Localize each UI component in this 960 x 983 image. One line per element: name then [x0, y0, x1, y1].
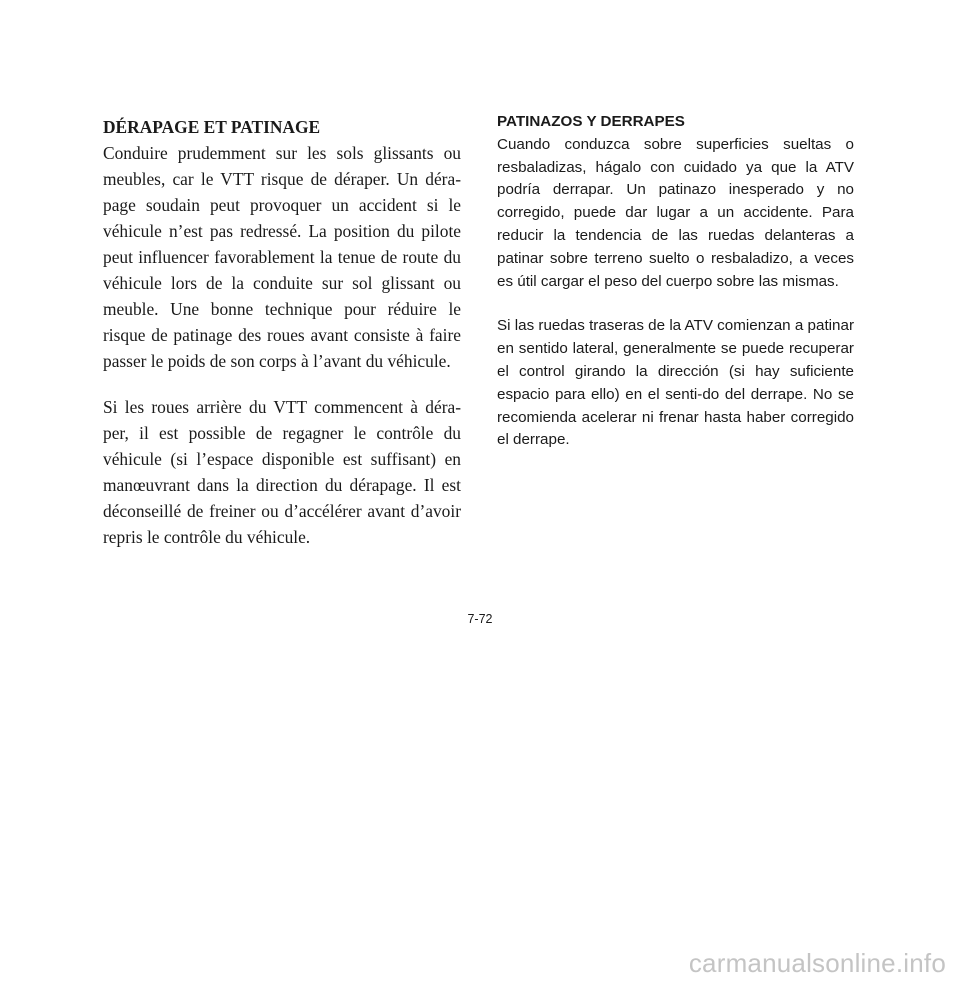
french-paragraph-2: Si les roues arrière du VTT commencent à déra-per, il est possible de regagner le contrôle du véhicule (si l’espace disponible est suffisant) en manœuvrant dans la direction du dérapage. Il est déconseillé de freiner ou d’accélérer avant d’avoir repris le contrôle du véhicule.: [103, 397, 461, 547]
spanish-paragraph-1: Cuando conduzca sobre superficies sueltas o resbaladizas, hágalo con cuidado ya que la ATV podría derrapar. Un patinazo inesperado y no corregido, puede dar lugar a un accidente. Para reducir la tendencia de las ruedas delanteras a patinar sobre terreno suelto o resbaladizo, a veces es útil cargar el peso del cuerpo sobre las mismas.: [497, 135, 854, 290]
page-number: 7-72: [467, 612, 493, 626]
french-paragraph-1: Conduire prudemment sur les sols glissants ou meubles, car le VTT risque de déraper. Un déra-page soudain peut provoquer un accident si le véhicule n’est pas redressé. La position du pilote peut influencer favorablement la tenue de route du véhicule lors de la conduite sur sol glissant ou meuble. Une bonne technique pour réduire le risque de patinage des roues avant consiste à faire passer le poids de son corps à l’avant du véhicule.: [103, 143, 461, 371]
spanish-column: [497, 111, 854, 474]
spanish-paragraph-2: Si las ruedas traseras de la ATV comienzan a patinar en sentido lateral, generalmente se puede recuperar el control girando la dirección (si hay suficiente espacio para ello) en el senti-do del derrape. No se recomienda acelerar ni frenar hasta haber corregido el derrape.: [497, 317, 854, 449]
french-heading: DÉRAPAGE ET PATINAGE: [103, 117, 321, 137]
french-column: [103, 114, 461, 570]
spanish-heading: PATINAZOS Y DERRAPES: [497, 113, 685, 130]
watermark: carmanualsonline.info: [688, 948, 946, 978]
